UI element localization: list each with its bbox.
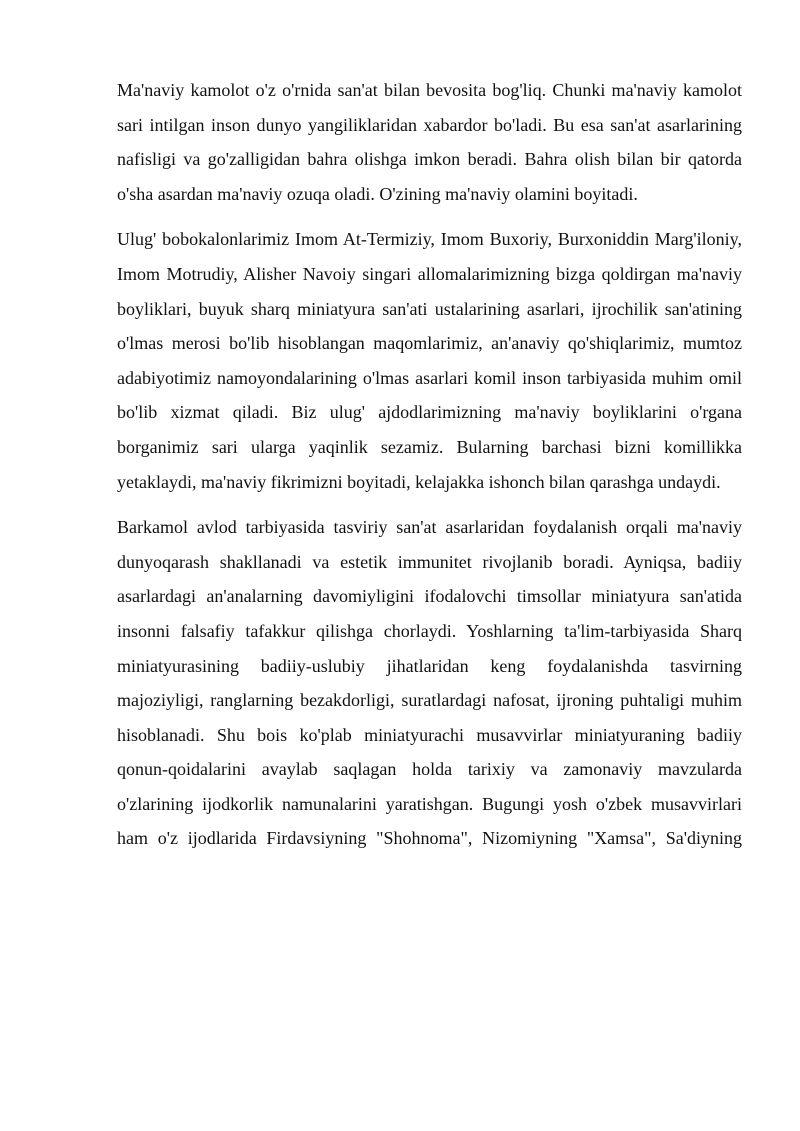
paragraph-2: Ulug' bobokalonlarimiz Imom At-Termiziy, Imom Buxoriy, Burxoniddin Marg'iloniy, Imom Motrudiy, Alisher Navoiy singari allomalarimizning bizga qoldirgan ma'naviy boyliklari, buyuk sharq miniatyura san'ati ustalarining asarlari, ijrochilik san'atining o'lmas merosi bo'lib hisoblangan maqomlarimiz, an'anaviy qo'shiqlarimiz, mumtoz adabiyotimiz namoyondalarining o'lmas asarlari komil inson tarbiyasida muhim omil bo'lib xizmat qiladi. Biz ulug' ajdodlarimizning ma'naviy boyliklarini o'rgana borganimiz sari ularga yaqinlik sezamiz. Bularning barchasi bizni komillikka yetaklaydi, ma'naviy fikrimizni boyitadi, kelajakka ishonch bilan qarashga undaydi.	[117, 229, 742, 492]
paragraph-3: Barkamol avlod tarbiyasida tasviriy san'at asarlaridan foydalanish orqali ma'naviy dunyoqarash shakllanadi va estetik immunitet rivojlanib boradi. Ayniqsa, badiiy asarlardagi an'analarning davomiyligini ifodalovchi timsollar miniatyura san'atida insonni falsafiy tafakkur qilishga chorlaydi. Yoshlarning ta'lim-tarbiyasida Sharq miniatyurasining badiiy-uslubiy jihatlaridan keng foydalanishda tasvirning majoziyligi, ranglarning bezakdorligi, suratlardagi nafosat, ijroning puhtaligi muhim hisoblanadi. Shu bois ko'plab miniatyurachi musavvirlar miniatyuraning badiiy qonun-qoidalarini avaylab saqlagan holda tarixiy va zamonaviy mavzularda o'zlarining ijodkorlik namunalarini yaratishgan. Bugungi yosh o'zbek musavvirlari ham o'z ijodlarida Firdavsiyning "Shohnoma", Nizomiyning "Xamsa", Sa'diyning	[117, 517, 742, 849]
body-text	[117, 73, 742, 867]
paragraph-1: Ma'naviy kamolot o'z o'rnida san'at bilan bevosita bog'liq. Chunki ma'naviy kamolot sari intilgan inson dunyo yangiliklaridan xabardor bo'ladi. Bu esa san'at asarlarining nafisligi va go'zalligidan bahra olishga imkon beradi. Bahra olish bilan bir qatorda o'sha asardan ma'naviy ozuqa oladi. O'zining ma'naviy olamini boyitadi.	[117, 80, 742, 204]
